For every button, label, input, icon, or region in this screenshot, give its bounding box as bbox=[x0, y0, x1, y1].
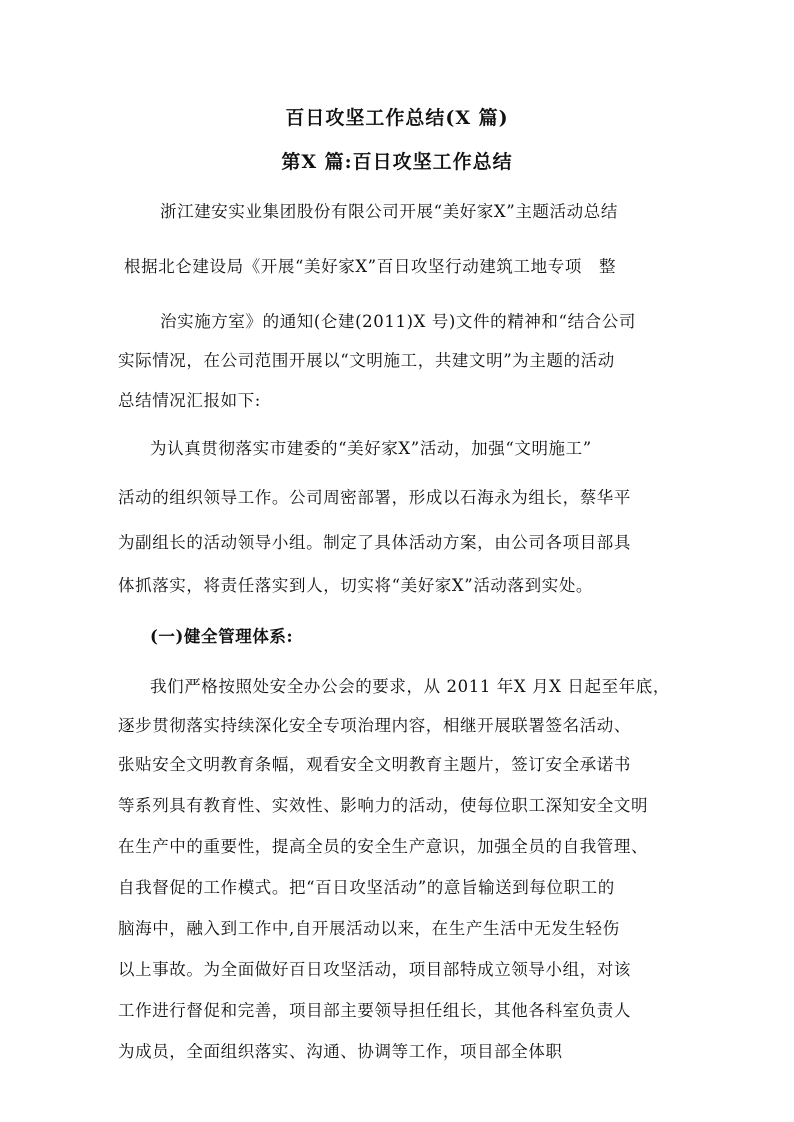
paragraph-line: 我们严格按照处安全办公会的要求，从 2011 年X 月X 日起至年底， bbox=[150, 677, 670, 696]
paragraph-line: 活动的组织领导工作。公司周密部署，形成以石海永为组长，蔡华平 bbox=[118, 488, 631, 507]
paragraph-line: 体抓落实，将责任落实到人，切实将“美好家X”活动落到实处。 bbox=[118, 576, 594, 595]
paragraph-line: 根据北仑建设局《开展“美好家X”百日攻坚行动建筑工地专项 整 bbox=[124, 257, 617, 276]
paragraph-line: 脑海中，融入到工作中,自开展活动以来，在生产生活中无发生轻伤 bbox=[118, 919, 620, 938]
paragraph-line: 工作进行督促和完善，项目部主要领导担任组长，其他各科室负责人 bbox=[118, 1001, 631, 1020]
paragraph-line: 为认真贯彻落实市建委的“美好家X”活动，加强“文明施工” bbox=[150, 439, 592, 458]
paragraph-line: 实际情况，在公司范围开展以“文明施工，共建文明”为主题的活动 bbox=[118, 351, 615, 370]
paragraph-line: 等系列具有教育性、实效性、影响力的活动，使每位职工深知安全文明 bbox=[118, 796, 649, 815]
paragraph-line: 逐步贯彻落实持续深化安全专项治理内容，相继开展联署签名活动、 bbox=[118, 716, 631, 735]
paragraph-line: 在生产中的重要性，提高全员的安全生产意识，加强全员的自我管理、 bbox=[118, 837, 649, 856]
paragraph-line: 总结情况汇报如下: bbox=[118, 391, 261, 410]
paragraph-line: 为成员，全面组织落实、沟通、协调等工作，项目部全体职 bbox=[118, 1042, 563, 1061]
document-title: 百日攻坚工作总结(X 篇) bbox=[285, 107, 509, 129]
paragraph-line: 为副组长的活动领导小组。制定了具体活动方案，由公司各项目部具 bbox=[118, 533, 631, 552]
report-heading-line: 浙江建安实业集团股份有限公司开展“美好家X”主题活动总结 bbox=[160, 202, 618, 221]
paragraph-line: 治实施方室》的通知(仑建(2011)X 号)文件的精神和“结合公司 bbox=[160, 312, 636, 331]
paragraph-line: 以上事故。为全面做好百日攻坚活动，项目部特成立领导小组，对该 bbox=[118, 960, 631, 979]
document-subtitle: 第X 篇:百日攻坚工作总结 bbox=[281, 151, 513, 173]
section-heading: (一)健全管理体系: bbox=[150, 627, 294, 646]
paragraph-line: 自我督促的工作模式。把“百日攻坚活动”的意旨输送到每位职工的 bbox=[118, 878, 615, 897]
paragraph-line: 张贴安全文明教育条幅，观看安全文明教育主题片，签订安全承诺书 bbox=[118, 755, 631, 774]
